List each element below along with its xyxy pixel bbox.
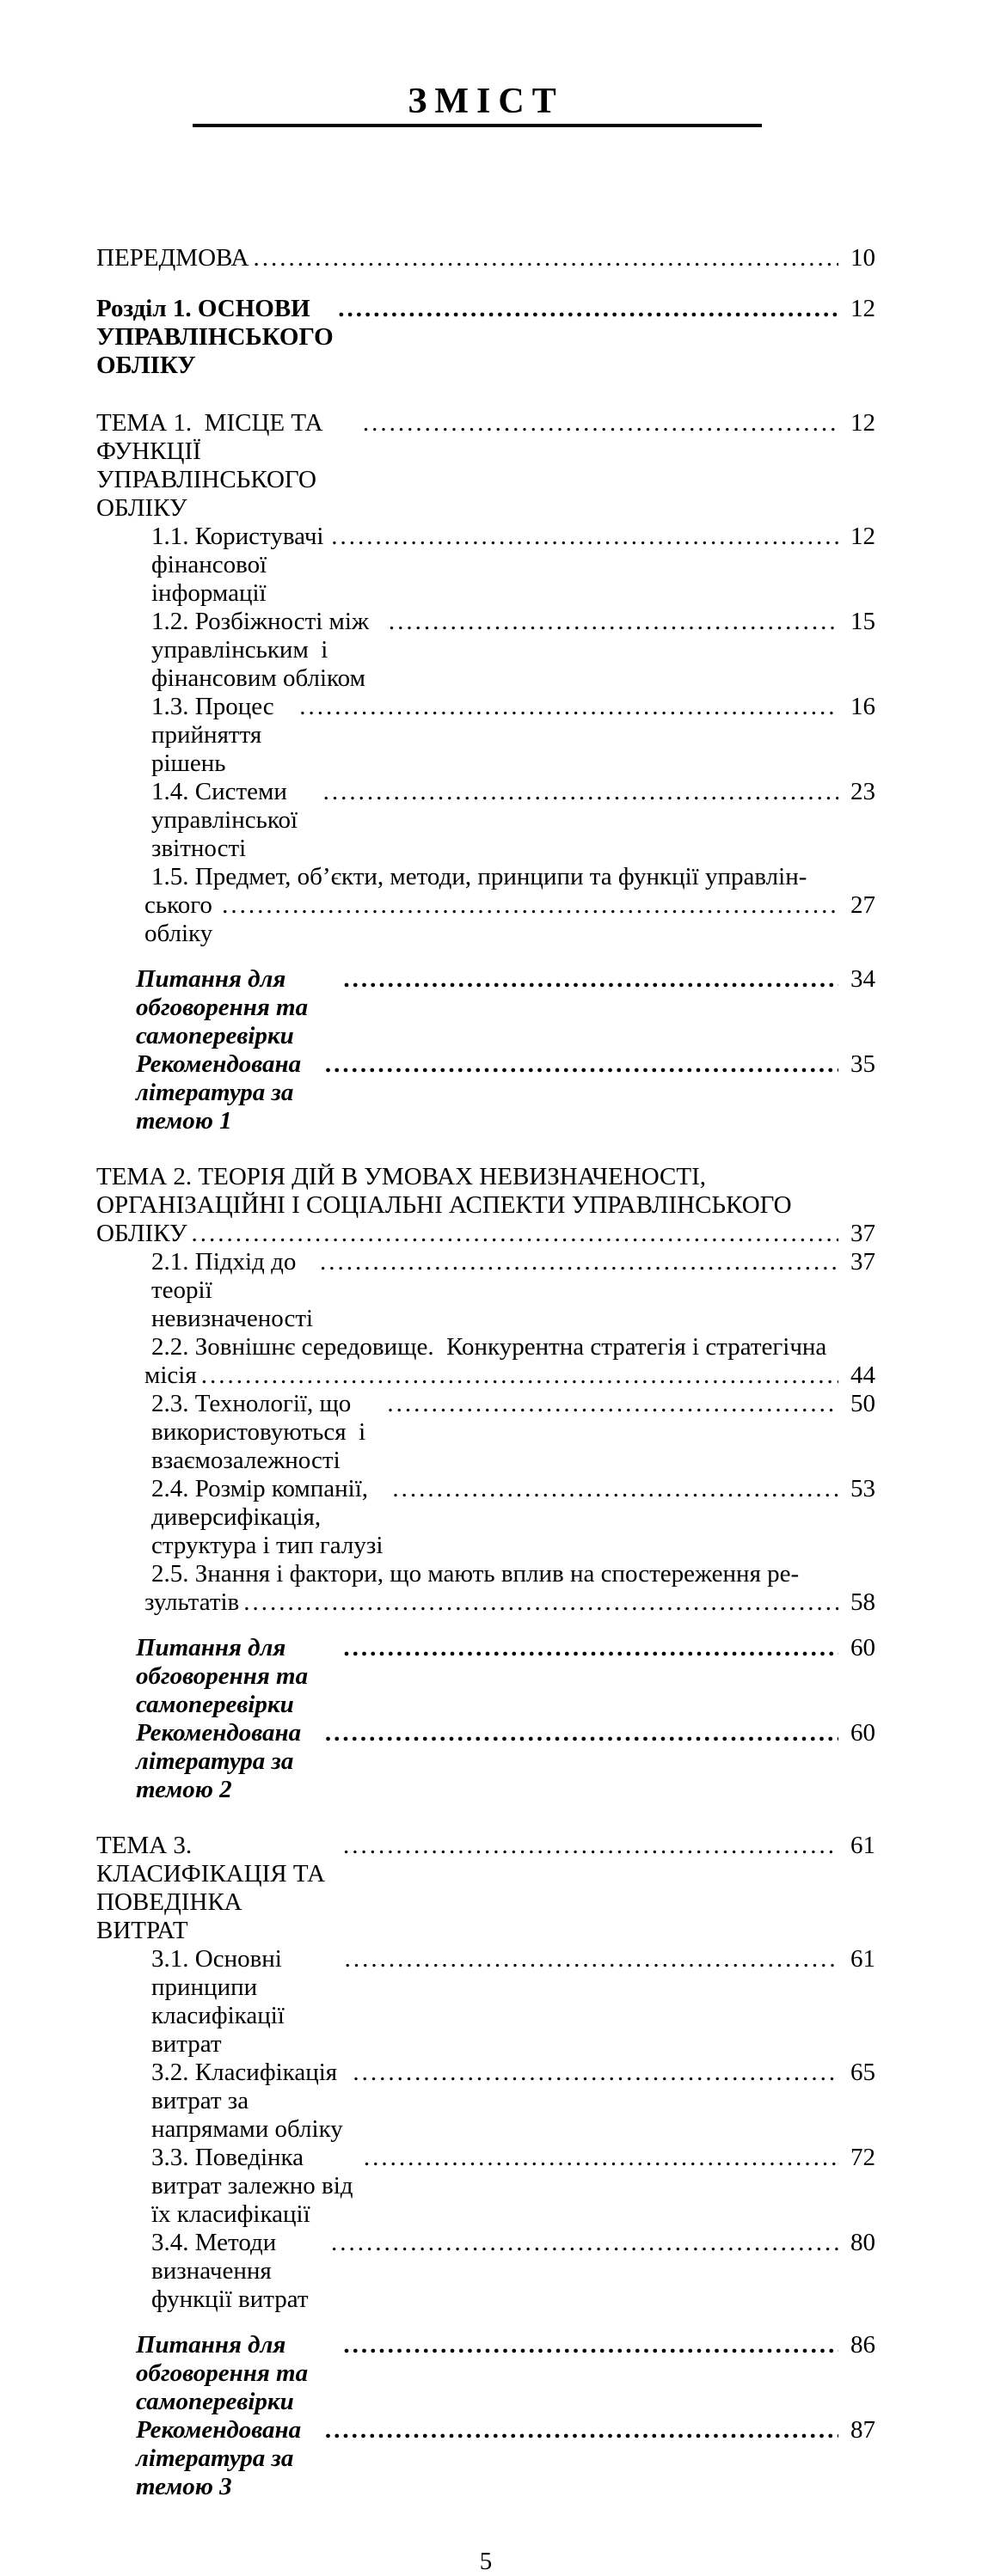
toc-page-number: 27 [850,891,875,920]
toc-entry-text: 1.4. Системи управлінської звітності [151,778,304,863]
toc-entry-text: Питання для обговорення та самоперевірки [136,965,315,1050]
toc-page-number: 15 [850,608,875,636]
toc-entry [96,1248,875,1333]
toc-section-rozdil-1 [96,295,875,380]
title-underline [193,124,762,127]
toc-entry-text: ського обліку [144,891,219,948]
toc-entry-row [96,1248,875,1333]
toc-entry [96,1475,875,1560]
toc-entry [96,965,875,1050]
toc-entry [96,1390,875,1475]
dot-leader [364,2144,838,2172]
toc-entry [96,523,875,608]
toc-entry-text: 3.3. Поведінка витрат залежно від їх класифікації [151,2144,359,2229]
toc-page-number: 50 [850,1390,875,1418]
toc-page-number: 12 [850,295,875,323]
toc-page-number: 23 [850,778,875,806]
toc-entry-row [96,523,875,608]
toc-section-tema-1-extras [96,965,875,1135]
toc-entry-row [96,608,875,693]
toc-entry [96,863,875,948]
toc-entry-row [96,891,875,948]
toc-entry-row [96,1588,875,1617]
document-header [96,83,875,127]
toc-entry-row [96,1361,875,1390]
toc-section-tema-2 [96,1163,875,1617]
toc-page-number: 87 [850,2416,875,2444]
page-number: 5 [479,2548,493,2576]
toc-entry-row [96,1945,875,2059]
toc-entry-row [96,1390,875,1475]
toc-entry-text: Питання для обговорення та самоперевірки [136,2331,315,2416]
toc-entry-text: Рекомендована література за темою 3 [136,2416,308,2501]
toc-entry-text: 1.1. Користувачі фінансової інформації [151,523,330,608]
dot-leader [345,1945,838,1973]
toc-page-number: 60 [850,1719,875,1747]
toc-section-tema-2-extras [96,1634,875,1804]
toc-entry-row [96,244,875,272]
toc-entry [96,2331,875,2416]
toc-entry-line: 2.5. Знання і фактори, що мають вплив на спостереження ре- [151,1560,800,1588]
dot-leader [331,523,838,551]
toc-entry-text: 2.4. Розмір компанії, диверсифікація, структура і тип галузі [151,1475,384,1560]
dot-leader [253,244,838,272]
toc-entry [96,778,875,863]
toc-entry-text: 3.4. Методи визначення функції витрат [151,2229,309,2314]
toc-entry [96,693,875,778]
table-of-contents [96,244,875,2501]
toc-entry-row [96,1634,875,1719]
toc-entry [96,1560,875,1617]
page-title: ЗМІСТ [408,82,564,121]
toc-entry-row [96,2331,875,2416]
toc-entry-row [96,2229,875,2314]
toc-entry-text: Розділ 1. ОСНОВИ УПРАВЛІНСЬКОГО ОБЛІКУ [96,295,340,380]
toc-entry-line: ТЕМА 2. ТЕОРІЯ ДІЙ В УМОВАХ НЕВИЗНАЧЕНОСТІ, [96,1163,707,1191]
toc-entry-text: 3.1. Основні принципи класифікації витрат [151,1945,292,2059]
dot-leader [192,1220,839,1248]
dot-leader [201,1361,838,1390]
toc-entry-text: Питання для обговорення та самоперевірки [136,1634,315,1719]
dot-leader [325,1719,838,1747]
dot-leader [343,965,838,994]
toc-entry-row [96,1050,875,1135]
dot-leader [222,891,838,920]
toc-entry [96,1333,875,1390]
toc-entry [96,2416,875,2501]
toc-entry [96,2144,875,2229]
toc-entry-text: ТЕМА 3. КЛАСИФІКАЦІЯ ТА ПОВЕДІНКА ВИТРАТ [96,1832,332,1945]
toc-section-tema-3 [96,1832,875,2314]
toc-page-number: 12 [850,523,875,551]
toc-entry-row [96,778,875,863]
dot-leader [325,2416,838,2444]
toc-entry-text: 1.3. Процес прийняття рішень [151,693,280,778]
toc-page-number: 61 [850,1832,875,1860]
toc-entry-text: місія [144,1361,197,1390]
toc-entry-line: 1.5. Предмет, об’єкти, методи, принципи та функції управлін- [151,863,807,891]
toc-page-number: 80 [850,2229,875,2257]
toc-entry-text: зультатів [144,1588,240,1617]
toc-entry [96,1832,875,1945]
toc-entry-row [96,1475,875,1560]
toc-entry [96,295,875,380]
toc-entry-text: Рекомендована література за темою 1 [136,1050,308,1135]
toc-entry [96,2059,875,2144]
toc-entry-text: ПЕРЕДМОВА [96,244,249,272]
dot-leader [320,1248,838,1276]
toc-entry [96,409,875,523]
toc-entry [96,1945,875,2059]
toc-entry-text: 2.1. Підхід до теорії невизначеності [151,1248,314,1333]
toc-entry [96,1050,875,1135]
toc-entry-row [96,2416,875,2501]
toc-page-number: 37 [850,1248,875,1276]
toc-page-number: 34 [850,965,875,994]
dot-leader [353,2059,838,2087]
toc-entry-row [96,2144,875,2229]
toc-page-number: 16 [850,693,875,721]
toc-page-number: 53 [850,1475,875,1503]
toc-page-number: 44 [850,1361,875,1390]
toc-page-number: 60 [850,1634,875,1662]
toc-entry-text: Рекомендована література за темою 2 [136,1719,308,1804]
toc-entry-line: 2.2. Зовнішнє середовище. Конкурентна стратегія і стратегічна [151,1333,827,1361]
toc-page-number: 58 [850,1588,875,1617]
toc-entry-text: ОБЛІКУ [96,1220,187,1248]
dot-leader [387,1390,838,1418]
toc-entry-text: ТЕМА 1. МІСЦЕ ТА ФУНКЦІЇ УПРАВЛІНСЬКОГО ОБЛІКУ [96,409,329,523]
toc-page-number: 10 [850,244,875,272]
toc-section-tema-3-extras [96,2331,875,2501]
toc-entry-row [96,1832,875,1945]
dot-leader [343,1634,838,1662]
toc-section-tema-1 [96,409,875,948]
toc-page-number: 37 [850,1220,875,1248]
toc-page-number: 61 [850,1945,875,1973]
toc-entry [96,244,875,272]
toc-entry [96,1163,875,1248]
dot-leader [331,2229,838,2257]
toc-entry-line: ОРГАНІЗАЦІЙНІ І СОЦІАЛЬНІ АСПЕКТИ УПРАВЛІНСЬКОГО [96,1191,792,1220]
toc-page-number: 65 [850,2059,875,2087]
toc-entry-text: 2.3. Технології, що використовуються і взаємозалежності [151,1390,372,1475]
toc-entry-row [96,1719,875,1804]
dot-leader [338,295,838,323]
toc-page-number: 12 [850,409,875,437]
toc-entry-row [96,693,875,778]
dot-leader [343,2331,838,2359]
toc-entry [96,1719,875,1804]
toc-entry-text: 3.2. Класифікація витрат за напрямами обліку [151,2059,344,2144]
toc-entry [96,608,875,693]
dot-leader [392,1475,838,1503]
dot-leader [323,778,838,806]
toc-entry-row [96,1220,875,1248]
dot-leader [389,608,838,636]
toc-page-number: 35 [850,1050,875,1079]
toc-page-number: 86 [850,2331,875,2359]
dot-leader [243,1588,838,1617]
dot-leader [325,1050,838,1079]
toc-entry-row [96,2059,875,2144]
dot-leader [299,693,838,721]
toc-entry-text: 1.2. Розбіжності між управлінським і фінансовим обліком [151,608,376,693]
toc-entry-row [96,965,875,1050]
toc-entry [96,1634,875,1719]
toc-page-number: 72 [850,2144,875,2172]
toc-entry-row [96,295,875,380]
toc-entry-row [96,409,875,523]
dot-leader [363,409,838,437]
toc-section-peredmova [96,244,875,272]
toc-entry [96,2229,875,2314]
dot-leader [343,1832,838,1860]
